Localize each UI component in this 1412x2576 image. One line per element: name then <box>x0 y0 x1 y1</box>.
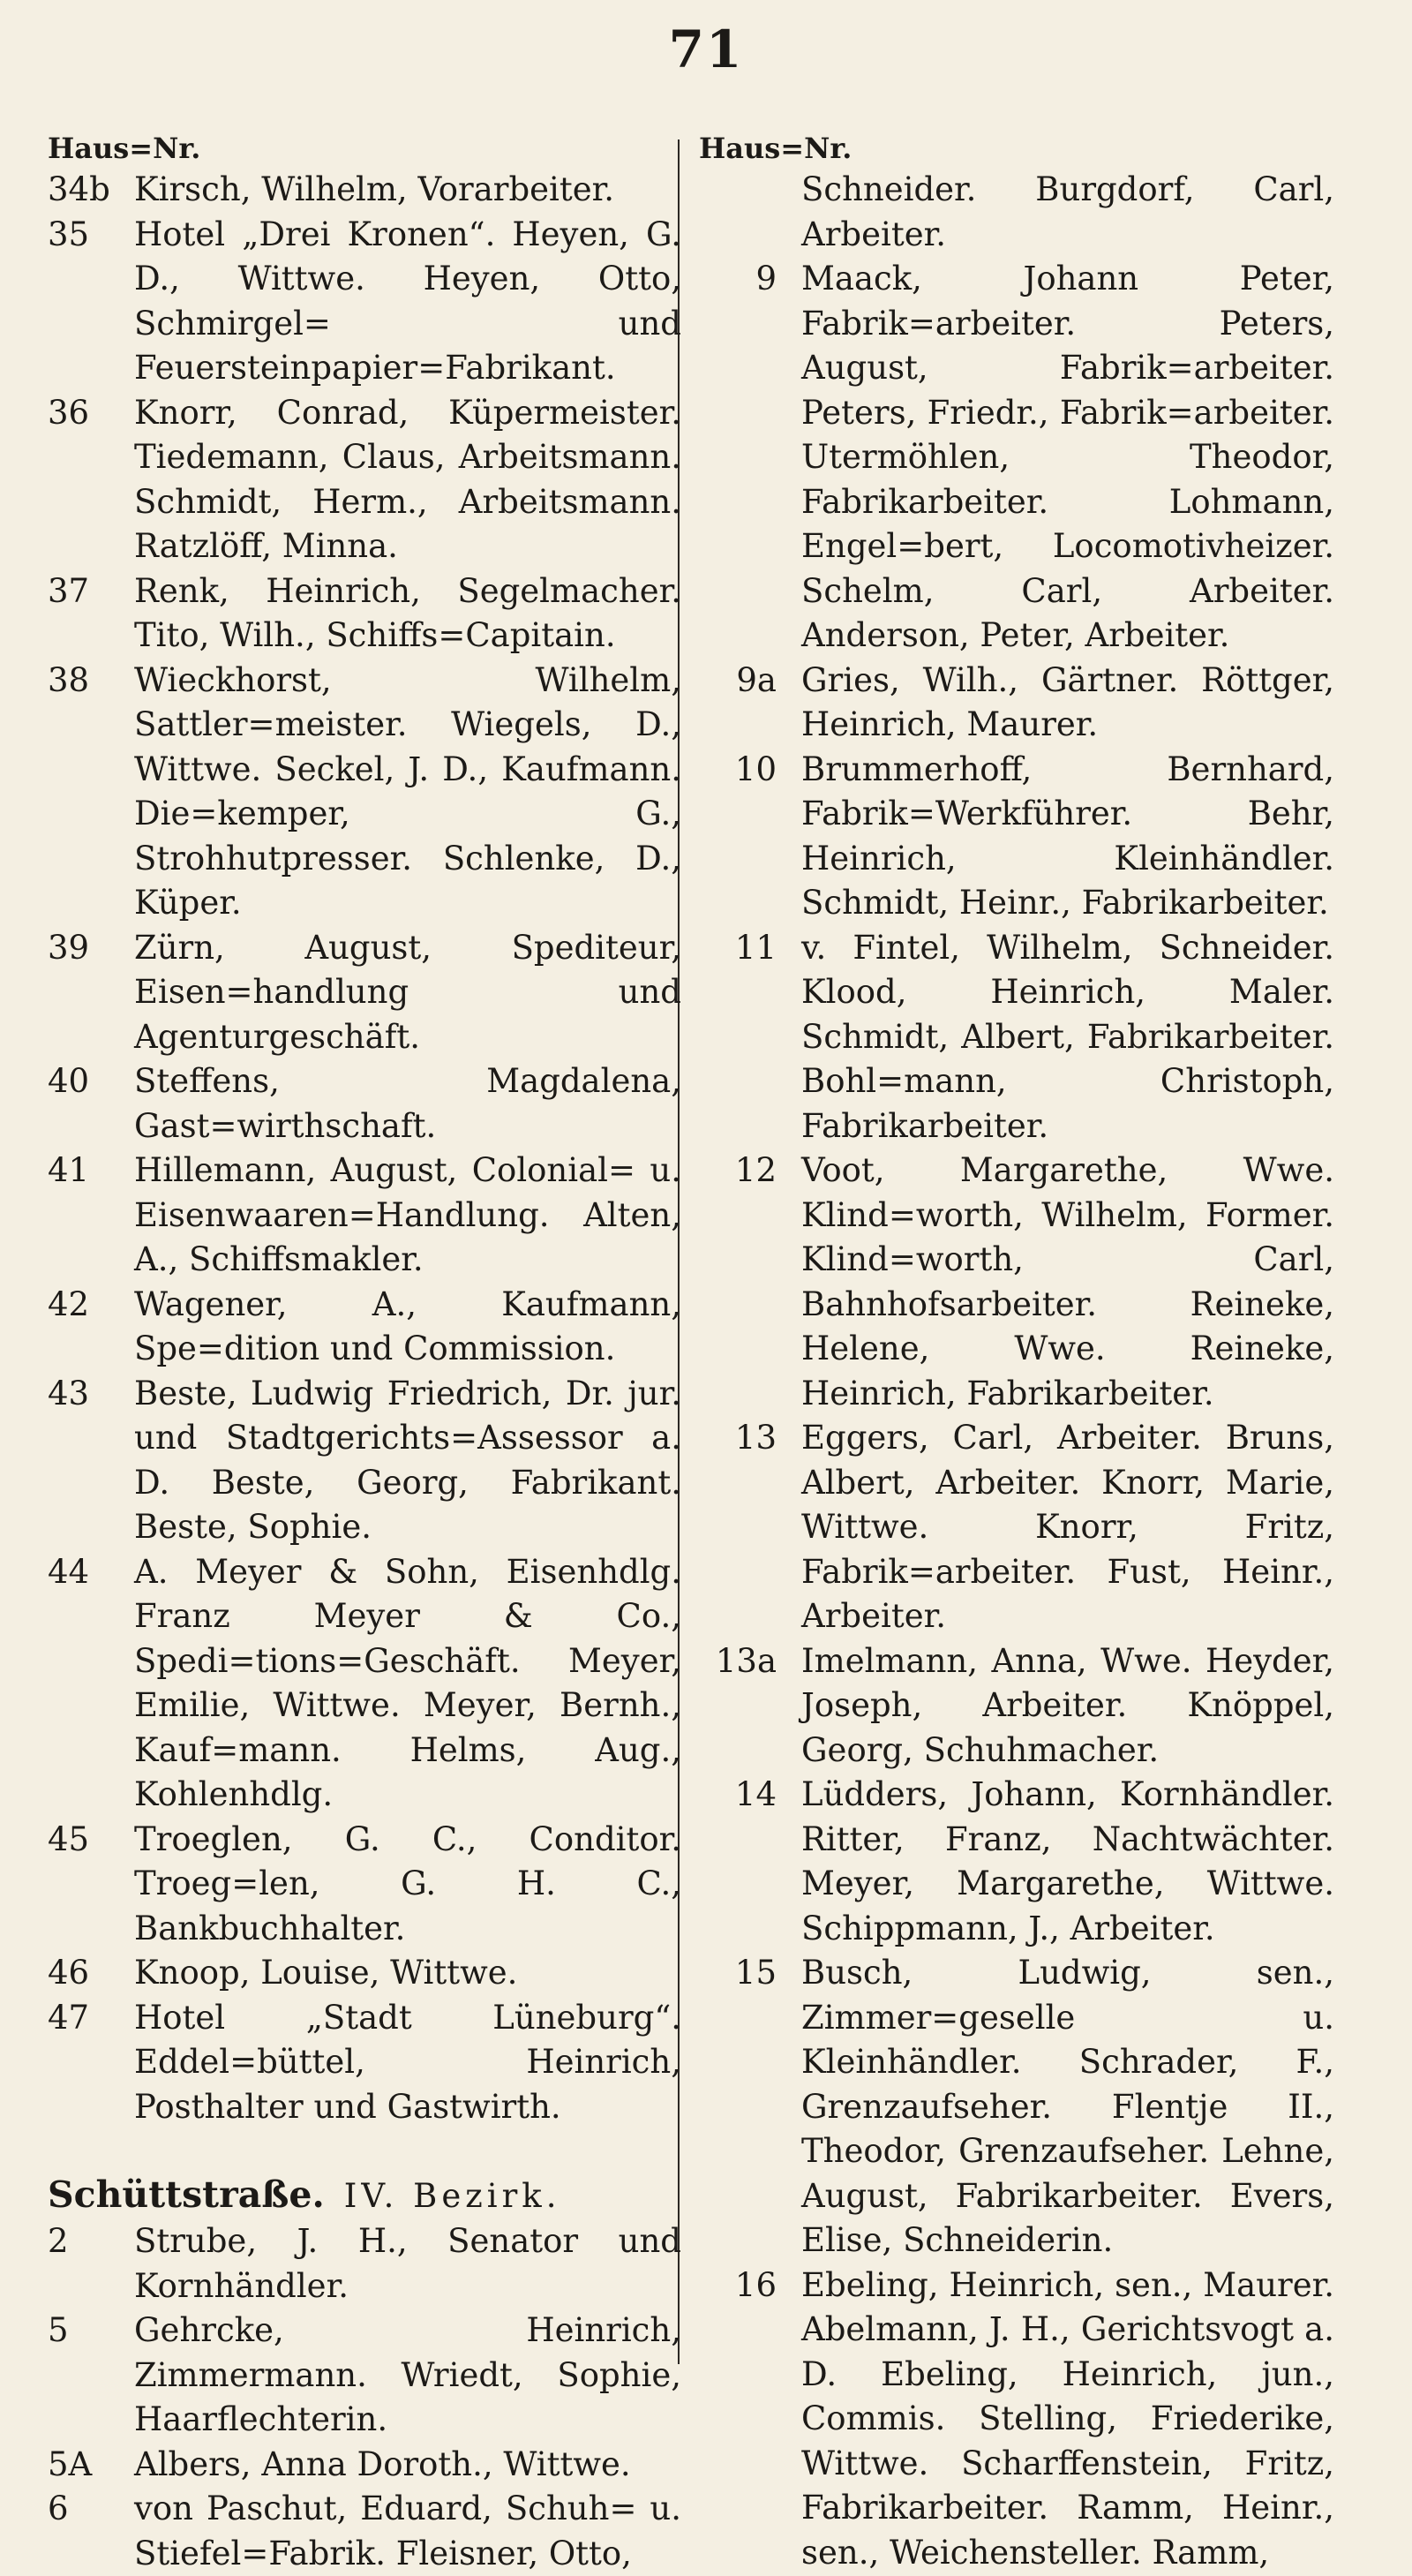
house-number: 13a <box>715 1641 777 1680</box>
directory-entry <box>48 2219 681 2309</box>
directory-entry <box>699 257 1334 659</box>
street-entry-list <box>48 2219 681 2576</box>
directory-entry <box>699 1416 1334 1639</box>
entry-text: Voot, Margarethe, Wwe. Klind=worth, Wilhelm, Former. Klind=worth, Carl, Bahnhofsarbeiter. Reineke, Helene, Wwe. Reineke, Heinrich, Fabrikarbeiter. <box>801 1151 1334 1412</box>
house-number: 6 <box>48 2489 69 2527</box>
house-number: 46 <box>48 1954 90 1992</box>
directory-entry <box>699 926 1334 1149</box>
street-heading <box>48 2172 681 2219</box>
directory-entry <box>48 2487 681 2576</box>
house-number: 13 <box>734 1419 777 1457</box>
house-number: 37 <box>48 571 90 610</box>
entry-text: Renk, Heinrich, Segelmacher. Tito, Wilh., Schiffs=Capitain. <box>134 571 681 654</box>
entry-text: Schneider. Burgdorf, Carl, Arbeiter. <box>801 170 1334 253</box>
directory-entry <box>699 748 1334 926</box>
entry-text: Gries, Wilh., Gärtner. Röttger, Heinrich, Maurer. <box>801 660 1334 743</box>
entry-text: Ebeling, Heinrich, sen., Maurer. Abelmann, J. H., Gerichtsvogt a. D. Ebeling, Heinrich, jun., Commis. Stelling, Friederike, Wittwe. Scharffenstein, Fritz, Fabrikarbeiter. Ramm, Heinr., sen., Weichensteller. Ramm, <box>801 2265 1334 2572</box>
directory-entry <box>48 1951 681 1996</box>
directory-entry <box>699 1149 1334 1416</box>
entry-text: Beste, Ludwig Friedrich, Dr. jur. und Stadtgerichts=Assessor a. D. Beste, Georg, Fabrikant. Beste, Sophie. <box>134 1374 681 1546</box>
directory-entry <box>699 1951 1334 2263</box>
directory-entry <box>699 168 1334 257</box>
entry-text: Lüdders, Johann, Kornhändler. Ritter, Franz, Nachtwächter. Meyer, Margarethe, Wittwe. Schippmann, J., Arbeiter. <box>801 1775 1334 1947</box>
house-number: 10 <box>734 749 777 788</box>
right-column-header: Haus=Nr. <box>699 132 852 165</box>
entry-text: Eggers, Carl, Arbeiter. Bruns, Albert, Arbeiter. Knorr, Marie, Wittwe. Knorr, Fritz, Fabrik=arbeiter. Fust, Heinr., Arbeiter. <box>801 1419 1334 1635</box>
entry-text: Wieckhorst, Wilhelm, Sattler=meister. Wiegels, D., Wittwe. Seckel, J. D., Kaufmann. Die=kemper, G., Strohhutpresser. Schlenke, D., Küper. <box>134 660 681 922</box>
entry-text: Hillemann, August, Colonial= u. Eisenwaaren=Handlung. Alten, A., Schiffsmakler. <box>134 1151 681 1278</box>
entry-text: Busch, Ludwig, sen., Zimmer=geselle u. Kleinhändler. Schrader, F., Grenzaufseher. Flentje II., Theodor, Grenzaufseher. Lehne, August, Fabrikarbeiter. Evers, Elise, Schneiderin. <box>801 1954 1334 2259</box>
house-number: 43 <box>48 1374 90 1412</box>
entry-text: von Paschut, Eduard, Schuh= u. Stiefel=Fabrik. Fleisner, Otto, <box>134 2489 681 2572</box>
directory-entry <box>699 2263 1334 2576</box>
house-number: 5A <box>48 2444 93 2483</box>
entry-text: Wagener, A., Kaufmann, Spe=dition und Commission. <box>134 1284 681 1367</box>
street-name: Schüttstraße. <box>48 2173 325 2216</box>
right-entry-list <box>699 168 1334 2575</box>
house-number: 42 <box>48 1284 90 1323</box>
directory-entry <box>48 391 681 569</box>
page-number: 71 <box>668 19 744 79</box>
entry-text: Steffens, Magdalena, Gast=wirthschaft. <box>134 1062 681 1145</box>
house-number: 14 <box>734 1775 777 1813</box>
directory-entry <box>48 1149 681 1283</box>
entry-text: Knoop, Louise, Wittwe. <box>134 1954 518 1992</box>
entry-text: v. Fintel, Wilhelm, Schneider. Klood, Heinrich, Maler. Schmidt, Albert, Fabrikarbeiter. Bohl=mann, Christoph, Fabrikarbeiter. <box>801 928 1334 1145</box>
house-number: 38 <box>48 660 90 699</box>
entry-text: Kirsch, Wilhelm, Vorarbeiter. <box>134 170 615 208</box>
directory-entry <box>48 1996 681 2130</box>
entry-text: Maack, Johann Peter, Fabrik=arbeiter. Peters, August, Fabrik=arbeiter. Peters, Friedr., Fabrik=arbeiter. Utermöhlen, Theodor, Fabrikarbeiter. Lohmann, Engel=bert, Locomotivheizer. Schelm, Carl, Arbeiter. Anderson, Peter, Arbeiter. <box>801 260 1334 654</box>
directory-entry <box>48 168 681 213</box>
directory-entry <box>48 213 681 391</box>
left-entry-list <box>48 168 681 2129</box>
left-column <box>48 131 681 2576</box>
house-number: 35 <box>48 215 90 253</box>
directory-entry <box>48 926 681 1060</box>
entry-text: Troeglen, G. C., Conditor. Troeg=len, G. H. C., Bankbuchhalter. <box>134 1819 681 1947</box>
house-number: 16 <box>734 2265 777 2304</box>
entry-text: A. Meyer & Sohn, Eisenhdlg. Franz Meyer & Co., Spedi=tions=Geschäft. Meyer, Emilie, Wittwe. Meyer, Bernh., Kauf=mann. Helms, Aug., Kohlenhdlg. <box>134 1552 681 1813</box>
house-number: 39 <box>48 928 90 967</box>
entry-text: Imelmann, Anna, Wwe. Heyder, Joseph, Arbeiter. Knöppel, Georg, Schuhmacher. <box>801 1641 1334 1769</box>
directory-entry <box>48 1372 681 1550</box>
house-number: 34b <box>48 170 110 208</box>
house-number: 36 <box>48 393 90 432</box>
directory-entry <box>699 1639 1334 1774</box>
street-district: IV. Bezirk. <box>343 2177 561 2215</box>
directory-entry <box>699 659 1334 748</box>
house-number: 41 <box>48 1151 90 1189</box>
house-number: 5 <box>48 2311 69 2349</box>
directory-entry <box>48 569 681 659</box>
right-column <box>699 131 1334 2575</box>
house-number: 15 <box>734 1954 777 1992</box>
house-number: 47 <box>48 1998 90 2037</box>
entry-text: Albers, Anna Doroth., Wittwe. <box>134 2444 631 2483</box>
house-number: 12 <box>734 1151 777 1189</box>
directory-entry <box>48 659 681 926</box>
directory-entry <box>699 1773 1334 1951</box>
house-number: 9a <box>736 660 777 699</box>
left-column-header: Haus=Nr. <box>48 132 201 165</box>
directory-entry <box>48 2309 681 2443</box>
house-number: 9 <box>755 260 777 298</box>
directory-entry <box>48 1283 681 1372</box>
directory-entry <box>48 1818 681 1952</box>
directory-entry <box>48 2443 681 2488</box>
entry-text: Strube, J. H., Senator und Kornhändler. <box>134 2222 681 2305</box>
house-number: 44 <box>48 1552 90 1591</box>
entry-text: Gehrcke, Heinrich, Zimmermann. Wriedt, Sophie, Haarflechterin. <box>134 2311 681 2438</box>
house-number: 40 <box>48 1062 90 1100</box>
house-number: 2 <box>48 2222 69 2260</box>
entry-text: Hotel „Stadt Lüneburg“. Eddel=büttel, Heinrich, Posthalter und Gastwirth. <box>134 1998 681 2126</box>
house-number: 11 <box>734 928 777 967</box>
house-number: 45 <box>48 1819 90 1858</box>
entry-text: Knorr, Conrad, Küpermeister. Tiedemann, Claus, Arbeitsmann. Schmidt, Herm., Arbeitsmann. Ratzlöff, Minna. <box>134 393 681 565</box>
entry-text: Hotel „Drei Kronen“. Heyen, G. D., Wittwe. Heyen, Otto, Schmirgel= und Feuersteinpapier=Fabrikant. <box>134 215 681 387</box>
entry-text: Brummerhoff, Bernhard, Fabrik=Werkführer. Behr, Heinrich, Kleinhändler. Schmidt, Heinr., Fabrikarbeiter. <box>801 749 1334 922</box>
directory-entry <box>48 1059 681 1149</box>
entry-text: Zürn, August, Spediteur, Eisen=handlung und Agenturgeschäft. <box>134 928 681 1056</box>
directory-entry <box>48 1550 681 1818</box>
